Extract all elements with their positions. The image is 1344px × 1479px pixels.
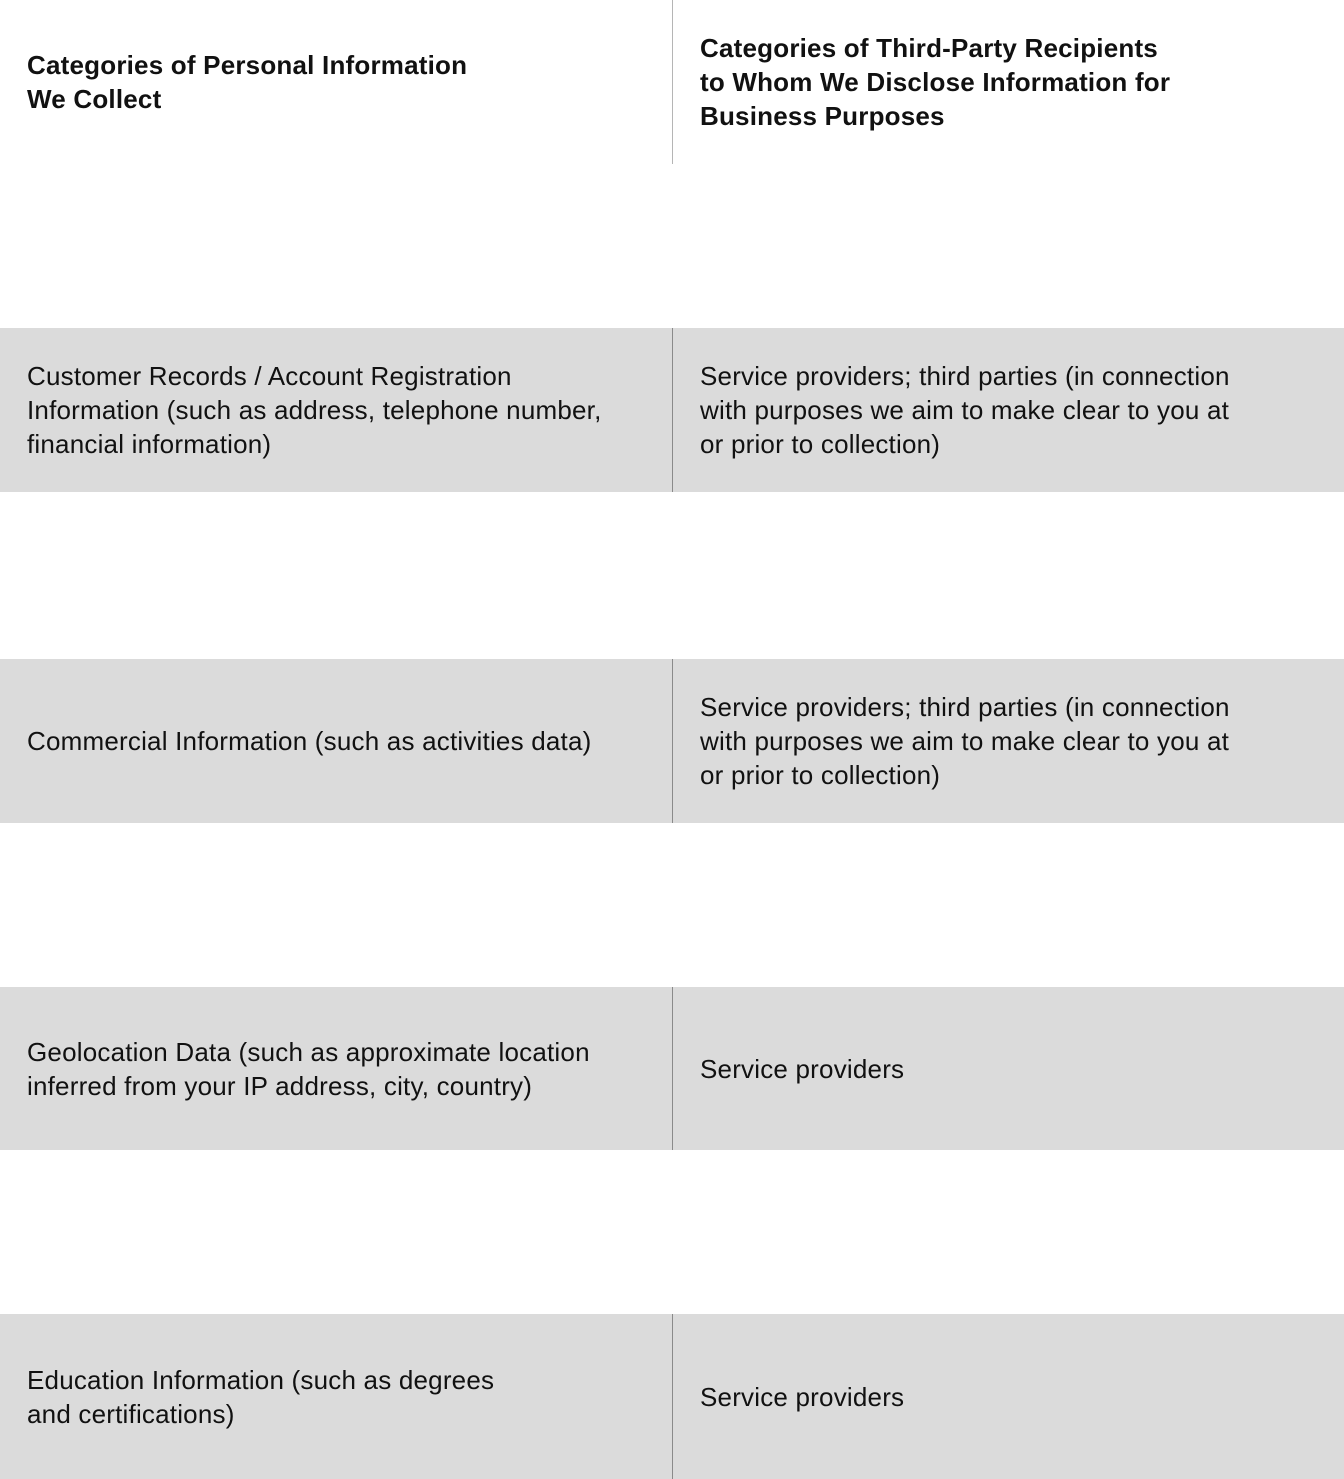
category-text: Commercial Information (such as activities data)	[27, 726, 592, 756]
recipients-text: Service providers; third parties (in connection with purposes we aim to make clear to you at or prior to collection)	[700, 361, 1230, 459]
header-cell-recipients	[672, 0, 1344, 164]
recipients-cell	[672, 659, 1344, 823]
category-text: Geolocation Data (such as approximate location inferred from your IP address, city, country)	[27, 1036, 590, 1101]
recipients-cell	[672, 1314, 1344, 1479]
category-text: Education Information (such as degrees and certifications)	[27, 1364, 495, 1429]
category-text: Customer Records / Account Registration Information (such as address, telephone number, financial information)	[27, 361, 602, 459]
category-cell	[0, 659, 672, 823]
category-cell	[0, 1314, 672, 1479]
table-row	[0, 328, 1344, 492]
header-cell-categories	[0, 0, 672, 164]
recipients-text: Service providers	[700, 1053, 905, 1084]
table-row	[0, 659, 1344, 823]
category-cell	[0, 987, 672, 1150]
category-cell	[0, 328, 672, 492]
recipients-cell	[672, 987, 1344, 1150]
header-recipients-label: Categories of Third-Party Recipients to Whom We Disclose Information for Business Purposes	[700, 33, 1171, 131]
recipients-text: Service providers; third parties (in connection with purposes we aim to make clear to you at or prior to collection)	[700, 692, 1230, 790]
table-row	[0, 1314, 1344, 1479]
recipients-text: Service providers	[700, 1381, 905, 1412]
table-header-row	[0, 0, 1344, 164]
header-categories-label: Categories of Personal Information We Collect	[27, 50, 468, 114]
recipients-cell	[672, 328, 1344, 492]
table-row	[0, 987, 1344, 1150]
